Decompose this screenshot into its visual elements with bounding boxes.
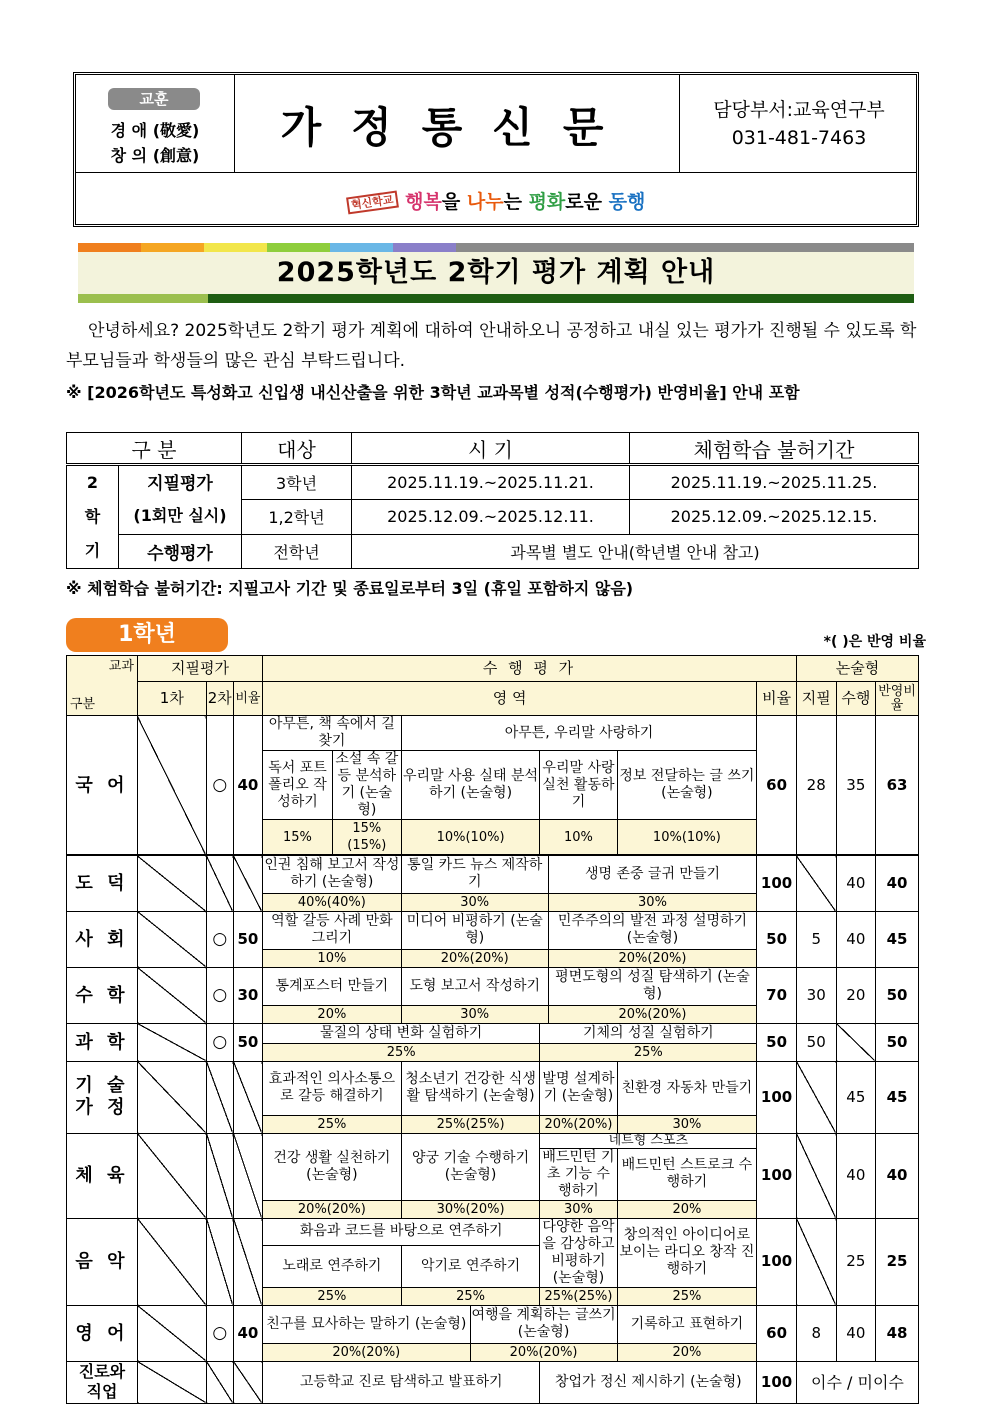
department: 담당부서:교육연구부 [713,99,885,121]
essay-written: 8 [796,1305,836,1361]
essay-header: 논술형 [796,656,918,682]
color-bar-segment [393,243,456,252]
empty-cell [137,1218,206,1305]
area-pct: 30% [548,893,757,911]
area-group: 화음과 코드를 바탕으로 연주하기 [263,1218,540,1245]
essay-total: 63 [876,716,919,856]
area-pct: 20% [263,1005,402,1023]
empty-cell [137,1305,206,1361]
divider [234,75,235,172]
area-item: 친구를 묘사하는 말하기 (논술형) [263,1305,470,1343]
subject-music: 음 악 [67,1218,138,1305]
written-ratio: 40 [233,1305,262,1361]
area-item: 고등학교 진로 탐색하고 발표하기 [263,1361,540,1403]
area-pct: 20% [617,1200,757,1218]
ratio-header: 비율 [757,682,797,716]
area-item: 통일 카드 뉴스 제작하기 [401,855,548,893]
slogan-segment: 행복 [405,191,442,213]
area-item: 인권 침해 보고서 작성하기 (논술형) [263,855,402,893]
empty-cell [796,1061,836,1133]
area-item: 효과적인 의사소통으로 갈등 해결하기 [263,1061,402,1115]
color-bar-segment [78,243,141,252]
essay-total: 40 [876,855,919,911]
area-item: 악기로 연주하기 [401,1245,540,1287]
perf-ratio: 50 [757,1023,797,1061]
area-pct: 30%(20%) [401,1200,540,1218]
area-item: 통계포스터 만들기 [263,967,402,1005]
area-pct: 25% [263,1043,540,1061]
second-exam-mark: ○ [206,1305,233,1361]
empty-cell [206,1218,233,1305]
empty-cell [796,1218,836,1305]
area-item: 소설 속 갈등 분석하기 (논술형) [332,751,401,820]
col-header: 체험학습 불허기간 [630,433,919,465]
col-header: 대상 [242,433,352,465]
perf-ratio: 60 [757,1305,797,1361]
subject-korean: 국 어 [67,716,138,856]
area-item: 친환경 자동차 만들기 [617,1061,757,1115]
subject-english: 영 어 [67,1305,138,1361]
area-pct: 30% [540,1200,617,1218]
essay-total: 45 [876,1061,919,1133]
period-cell: 과목별 별도 안내(학년별 안내 참고) [352,534,919,568]
area-item: 기체의 성질 실험하기 [540,1023,757,1043]
essay-perf: 40 [836,855,876,911]
area-pct: 15% [263,820,333,856]
area-pct: 20% [617,1343,757,1361]
area-item: 발명 설계하기 (논술형) [540,1061,617,1115]
schedule-table [66,432,919,569]
motto-line: 경 애 (敬愛) [110,121,200,140]
completion-status: 이수 / 미이수 [796,1361,918,1403]
area-item: 청소년기 건강한 식생활 탐색하기 (논술형) [401,1061,540,1115]
empty-cell [137,1023,206,1061]
essay-total-header: 반영비율 [876,682,919,716]
area-pct: 30% [617,1115,757,1133]
written-exam-label: 지필평가 (1회만 실시) [119,465,242,535]
period-cell: 2025.11.19.~2025.11.21. [352,465,630,500]
period-cell: 2025.12.09.~2025.12.11. [352,500,630,534]
area-item: 기록하고 표현하기 [617,1305,757,1343]
perf-ratio: 100 [757,855,797,911]
area-pct: 20%(20%) [263,1343,470,1361]
slogan-segment: 동행 [608,191,646,213]
area-header: 영 역 [263,682,757,716]
area-group: 아무튼, 책 속에서 길 찾기 [263,716,402,751]
area-item: 배드민턴 기초 기능 수행하기 [540,1148,617,1200]
subject-social: 사 회 [67,911,138,967]
performance-label: 수행평가 [119,534,242,568]
essay-perf-header: 수행 [836,682,876,716]
area-item: 건강 생활 실천하기 (논술형) [263,1133,402,1200]
performance-header: 수 행 평 가 [263,656,797,682]
green-bar-segment [208,294,914,303]
semester-label: 2 학 기 [67,465,119,569]
written-ratio: 50 [233,911,262,967]
area-item: 양궁 기술 수행하기 (논술형) [401,1133,540,1200]
subject-pe: 체 육 [67,1133,138,1218]
slogan-segment: 나누 [466,191,504,213]
empty-cell [206,1361,233,1403]
essay-written: 50 [796,1023,836,1061]
perf-ratio: 50 [757,911,797,967]
area-item: 평면도형의 성질 탐색하기 (논술형) [548,967,757,1005]
essay-perf: 40 [836,1133,876,1218]
area-pct: 25% [617,1287,757,1305]
subject-corner-header: 교과 구분 [67,656,138,716]
written-ratio-header: 비율 [233,682,262,716]
color-bar [78,243,914,252]
empty-cell [206,1133,233,1218]
written-ratio: 50 [233,1023,262,1061]
color-bar-segment [204,243,267,252]
color-bar-segment [456,243,914,252]
intro-text: 안녕하세요? 2025학년도 2학기 평가 계획에 대하여 안내하오니 공정하고 내실 있는 평가가 진행될 수 있도록 학부모님들과 학생들의 많은 관심 부탁드립니다. [66,321,917,371]
second-exam-mark: ○ [206,1023,233,1061]
empty-cell [137,1061,206,1133]
slogan-segment: 는 [503,191,529,213]
slogan-segment: 로운 [565,191,609,213]
motto-badge: 교훈 [108,88,200,110]
first-exam-header: 1차 [137,682,206,716]
area-group: 아무튼, 우리말 사랑하기 [401,716,757,751]
essay-perf: 25 [836,1218,876,1305]
title-box [78,252,914,294]
empty-cell [233,1361,262,1403]
area-pct: 20%(20%) [540,1115,617,1133]
empty-cell [233,1061,262,1133]
col-header: 시 기 [352,433,630,465]
essay-total: 45 [876,911,919,967]
innovation-school-stamp-icon: 혁신학교 [346,191,398,215]
target-cell: 전학년 [242,534,352,568]
essay-written-header: 지필 [796,682,836,716]
perf-ratio: 60 [757,716,797,856]
perf-ratio: 70 [757,967,797,1023]
area-pct: 30% [401,893,548,911]
area-pct: 10% [263,949,402,967]
written-ratio: 40 [233,716,262,856]
subject-tech-home: 기 술 가 정 [67,1061,138,1133]
divider [76,172,916,173]
subject-science: 과 학 [67,1023,138,1061]
col-header: 구 분 [67,433,242,465]
subject-ethics: 도 덕 [67,855,138,911]
second-exam-mark: ○ [206,911,233,967]
target-cell: 3학년 [242,465,352,500]
area-pct: 10%(10%) [401,820,540,856]
essay-total: 48 [876,1305,919,1361]
area-pct: 25% [263,1115,402,1133]
second-exam-header: 2차 [206,682,233,716]
school-slogan [76,187,916,214]
area-item: 다양한 음악을 감상하고 비평하기 (논술형) [540,1218,617,1287]
color-bar-segment [267,243,330,252]
divider [679,75,680,172]
area-item: 창업가 정신 제시하기 (논술형) [540,1361,757,1403]
area-pct: 40%(40%) [263,893,402,911]
empty-cell [137,716,206,856]
essay-perf: 45 [836,1061,876,1133]
essay-perf: 40 [836,911,876,967]
essay-written: 28 [796,716,836,856]
empty-cell [796,855,836,911]
area-item: 배드민턴 스트로크 수행하기 [617,1148,757,1200]
area-item: 미디어 비평하기 (논술형) [401,911,548,949]
area-pct: 10% [540,820,617,856]
empty-cell [137,911,206,967]
subject-career: 진로와 직업 [67,1361,138,1403]
second-exam-mark: ○ [206,967,233,1023]
motto-line: 창 의 (創意) [110,146,200,165]
essay-perf: 20 [836,967,876,1023]
empty-cell [137,855,206,911]
empty-cell [233,1133,262,1218]
area-item: 우리말 사랑 실천 활동하기 [540,751,617,820]
empty-cell [233,1218,262,1305]
newsletter-header [73,72,919,227]
perf-ratio: 100 [757,1133,797,1218]
slogan-segment: 을 [441,191,467,213]
area-item: 우리말 사용 실태 분석하기 (논술형) [401,751,540,820]
color-bar-segment [141,243,204,252]
empty-cell [206,1061,233,1133]
essay-total: 25 [876,1218,919,1305]
blocked-cell: 2025.11.19.~2025.11.25. [630,465,919,500]
empty-cell [137,1361,206,1403]
area-pct: 20%(20%) [263,1200,402,1218]
grade1-assessment-table [66,655,919,1404]
blocked-cell: 2025.12.09.~2025.12.15. [630,500,919,534]
empty-cell [796,1133,836,1218]
essay-perf: 40 [836,1305,876,1361]
essay-total: 50 [876,1023,919,1061]
area-pct: 30% [401,1005,548,1023]
area-pct: 10%(10%) [617,820,757,856]
area-item: 민주주의의 발전 과정 설명하기 (논술형) [548,911,757,949]
area-item: 독서 포트폴리오 작성하기 [263,751,333,820]
area-pct: 20%(20%) [548,949,757,967]
essay-perf: 35 [836,716,876,856]
area-pct: 25%(25%) [401,1115,540,1133]
area-pct: 25% [540,1043,757,1061]
perf-ratio: 100 [757,1061,797,1133]
slogan-segment: 평화 [528,191,566,213]
ratio-note: *( )은 반영 비율 [823,634,926,650]
subject-math: 수 학 [67,967,138,1023]
note-text: ※ 체험학습 불허기간: 지필고사 기간 및 종료일로부터 3일 (휴일 포함하지 않음) [66,579,634,598]
page-title: 가정통신문 [280,103,634,152]
area-item: 노래로 연주하기 [263,1245,402,1287]
perf-ratio: 100 [757,1361,797,1403]
essay-written: 30 [796,967,836,1023]
target-cell: 1,2학년 [242,500,352,534]
essay-total: 50 [876,967,919,1023]
note-text: ※ [2026학년도 특성화고 신입생 내신산출을 위한 3학년 교과목별 성적(수행평가) 반영비율] 안내 포함 [66,383,800,402]
area-item: 생명 존중 글귀 만들기 [548,855,757,893]
area-group: 네트형 스포츠 [540,1133,757,1148]
slogan-text [405,191,645,213]
essay-total: 40 [876,1133,919,1218]
area-pct: 20%(20%) [401,949,548,967]
color-bar-segment [330,243,393,252]
phone-number: 031-481-7463 [731,127,867,149]
area-pct: 15%(15%) [332,820,401,856]
area-pct: 25%(25%) [540,1287,617,1305]
area-item: 창의적인 아이디어로 보이는 라디오 창작 진행하기 [617,1218,757,1287]
area-item: 역할 갈등 사례 만화 그리기 [263,911,402,949]
essay-written: 5 [796,911,836,967]
empty-cell [137,1133,206,1218]
empty-cell [137,967,206,1023]
empty-cell [206,855,233,911]
perf-ratio: 100 [757,1218,797,1305]
written-ratio: 30 [233,967,262,1023]
area-pct: 25% [401,1287,540,1305]
area-pct: 20%(20%) [548,1005,757,1023]
area-pct: 25% [263,1287,402,1305]
green-bar [78,294,914,303]
document-title: 2025학년도 2학기 평가 계획 안내 [276,257,716,288]
second-exam-mark: ○ [206,716,233,856]
area-pct: 20%(20%) [470,1343,617,1361]
green-bar-segment [78,294,208,303]
area-item: 물질의 상태 변화 실험하기 [263,1023,540,1043]
area-item: 정보 전달하는 글 쓰기 (논술형) [617,751,757,820]
written-header: 지필평가 [137,656,262,682]
area-item: 도형 보고서 작성하기 [401,967,548,1005]
empty-cell [233,855,262,911]
grade-label: 1학년 [66,618,228,652]
area-item: 여행을 계획하는 글쓰기 (논술형) [470,1305,617,1343]
empty-cell [836,1023,876,1061]
